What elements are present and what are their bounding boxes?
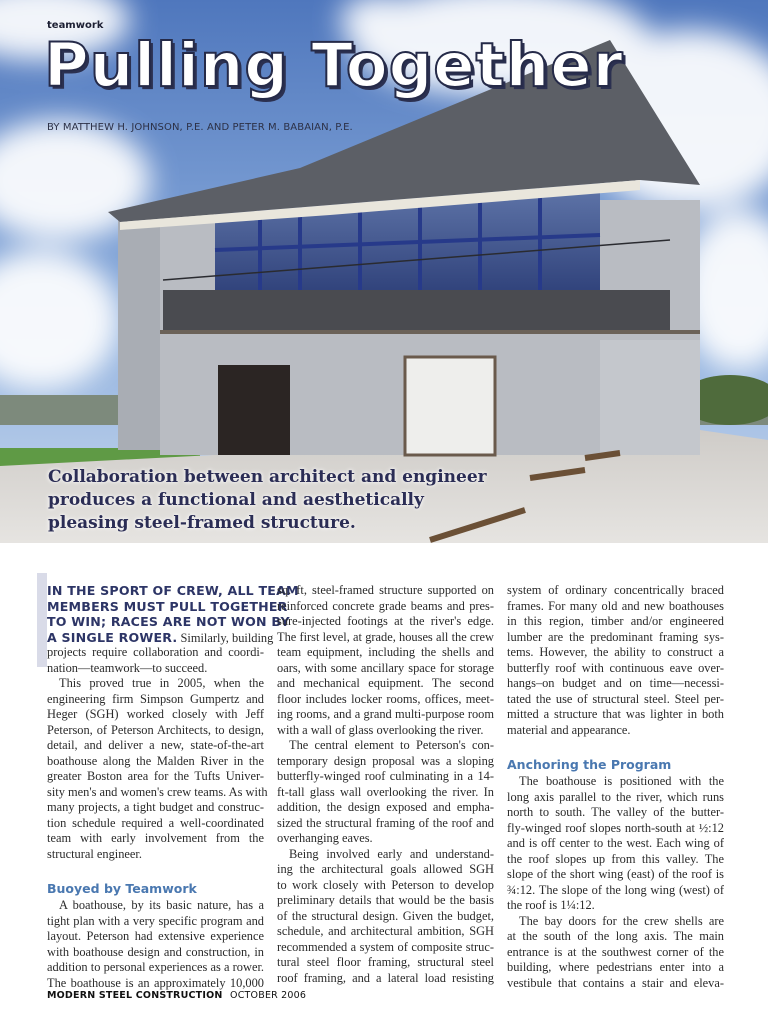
article-title: Pulling Together: [44, 30, 624, 101]
doorway: [218, 365, 290, 455]
caption-line: produces a functional and aesthetically: [48, 490, 424, 510]
body-line: greater Boston area for the Tufts Univer-: [47, 769, 264, 783]
lead-line: TO WIN; RACES ARE NOT WON BY: [47, 614, 290, 629]
body-line: tated the use of structural steel. Steel per-: [507, 691, 724, 706]
page-footer: [47, 990, 306, 1001]
section-heading: Anchoring the Program: [507, 757, 672, 772]
body-line: detail, and deliver a new, state-of-the-art: [47, 738, 264, 752]
body-line: north to south. The valley of the butter-: [507, 805, 724, 819]
body-line: with boathouse design and construction, in: [47, 944, 264, 959]
body-line: vestibule that contains a stair and eleva-: [507, 975, 724, 990]
body-line: of the structural design. Given the budget,: [277, 908, 494, 923]
body-line: team equipment, including the shells and: [277, 645, 494, 659]
body-line: oars, with some ancillary space for storage: [277, 660, 494, 675]
text-column-2: [277, 583, 494, 986]
text-column-3: [507, 583, 724, 991]
body-line: the roof is 1¼:12.: [507, 898, 595, 912]
section-heading: Buoyed by Teamwork: [47, 881, 197, 896]
body-line: engineering firm Simpson Gumpertz and: [47, 691, 264, 706]
body-line: butterfly roof with continuous eave over-: [507, 660, 724, 675]
body-line: and is off center to the west. Each wing of: [507, 836, 724, 850]
body-line: tion schedule required a well-coordinated: [47, 815, 264, 830]
body-line: addition to personal experiences as a rower.: [47, 960, 264, 974]
body-line: sure-injected footings at the river's edge.: [277, 614, 494, 628]
body-line: This proved true in 2005, when the: [59, 676, 264, 690]
magazine-name: MODERN STEEL CONSTRUCTION: [47, 990, 223, 1001]
body-line: sity men's and women's crew teams. As with: [47, 784, 268, 799]
lead-line: MEMBERS MUST PULL TOGETHER: [47, 598, 288, 614]
body-line: nation—teamwork—to succeed.: [47, 660, 208, 675]
body-line: overhanging eaves.: [277, 831, 373, 845]
body-line: A boathouse, by its basic nature, has a: [59, 898, 264, 912]
photo-caption: [48, 466, 508, 535]
spacer: [47, 862, 264, 881]
body-line: ing the architectural goals allowed SGH: [277, 862, 494, 876]
body-line: entrance is at the southwest corner of the: [507, 944, 724, 959]
body-line: frames. For many old and new boathouses: [507, 598, 724, 613]
body-line: with a wall of glass overlooking the river.: [277, 722, 484, 737]
issue-date: OCTOBER 2006: [230, 990, 307, 1001]
text-column-1: [47, 583, 299, 991]
body-line: the roof slopes up from this valley. The: [507, 851, 724, 866]
body-line: system of ordinary concentrically braced: [507, 583, 724, 597]
body-line: layout. Peterson had extensive experience: [47, 929, 264, 943]
body-line: sq. ft, steel-framed structure supported on: [277, 583, 494, 597]
body-line: The central element to Peterson's con-: [289, 738, 494, 752]
body-line: in this region, timber and/or engineered: [507, 614, 724, 628]
body-line: long axis parallel to the river, which runs: [507, 789, 724, 804]
lead-text: A SINGLE ROWER.: [47, 629, 178, 645]
body-line: building, where pedestrians enter into a: [507, 960, 724, 974]
body-line: Being involved early and understand-: [289, 846, 494, 861]
body-line: mitted a structure that was lighter in both: [507, 707, 724, 721]
body-line: projects require collaboration and coordi-: [47, 645, 264, 659]
lead-line: IN THE SPORT OF CREW, ALL TEAM: [47, 583, 299, 598]
body-line: The boathouse is positioned with the: [519, 774, 724, 788]
body-line: preliminary details that would be the basis: [277, 893, 494, 907]
body-text: Similarly, building: [177, 630, 274, 645]
body-line: tural steel floor framing, structural steel: [277, 955, 494, 969]
body-line: many projects, a tight budget and construc-: [47, 800, 264, 814]
lead-accent-bar: [37, 573, 47, 667]
body-line: The first level, at grade, houses all the crew: [277, 629, 494, 644]
bay-door: [405, 357, 495, 455]
body-line: temporary design proposal was a sloping: [277, 753, 494, 768]
body-line: sized the structural framing of the roof and: [277, 815, 494, 830]
body-line: fly-winged roof slopes north-south at ½:12: [507, 820, 724, 835]
body-line: ¾:12. The slope of the long wing (west) of: [507, 882, 724, 897]
body-line: Peterson, of Peterson Architects, to design,: [47, 722, 264, 737]
body-line: boathouse along the Malden River in the: [47, 753, 264, 768]
byline: BY MATTHEW H. JOHNSON, P.E. AND PETER M. BABAIAN, P.E.: [47, 122, 353, 133]
body-line: slope of the short wing (east) of the roof is: [507, 867, 724, 881]
body-line: ing rooms, and a grand multi-purpose room: [277, 707, 494, 721]
body-line: Heger (SGH) worked closely with Jeff: [47, 707, 264, 721]
lead-line-mixed: [47, 629, 274, 646]
body-line: material and appearance.: [507, 722, 631, 737]
body-line: tems. However, the ability to construct a: [507, 645, 724, 659]
caption-line: Collaboration between architect and engineer: [48, 467, 487, 487]
body-line: structural engineer.: [47, 846, 142, 861]
body-line: addition, the design exposed and empha-: [277, 800, 494, 814]
body-line: roof framing, and a lateral load resisting: [277, 970, 494, 985]
body-line: and mechanical equipment. The second: [277, 676, 494, 690]
body-line: The boathouse is an approximately 10,000: [47, 975, 264, 990]
body-line: ft-tall glass wall overlooking the river. In: [277, 784, 494, 799]
balcony: [163, 290, 670, 330]
body-line: The bay doors for the crew shells are: [519, 913, 724, 928]
body-line: at the south of the long axis. The main: [507, 929, 724, 943]
body-line: schedule, and architectural ambition, SGH: [277, 924, 494, 938]
body-line: hangs–on budget and on time—necessi-: [507, 676, 724, 690]
body-line: reinforced concrete grade beams and pres-: [277, 598, 494, 613]
body-line: tight plan with a very specific program and: [47, 913, 264, 928]
body-line: to work closely with Peterson to develop: [277, 877, 494, 892]
body-line: recommended a system of composite struc-: [277, 939, 494, 954]
body-line: butterfly-winged roof culminating in a 14-: [277, 769, 494, 783]
section-label: teamwork: [47, 20, 104, 31]
caption-line: pleasing steel-framed structure.: [48, 513, 356, 533]
body-line: floor includes locker rooms, offices, meet-: [277, 691, 494, 706]
body-line: lumber are the predominant framing sys-: [507, 629, 724, 644]
body-line: team with early involvement from the: [47, 831, 264, 845]
spacer: [507, 738, 724, 757]
